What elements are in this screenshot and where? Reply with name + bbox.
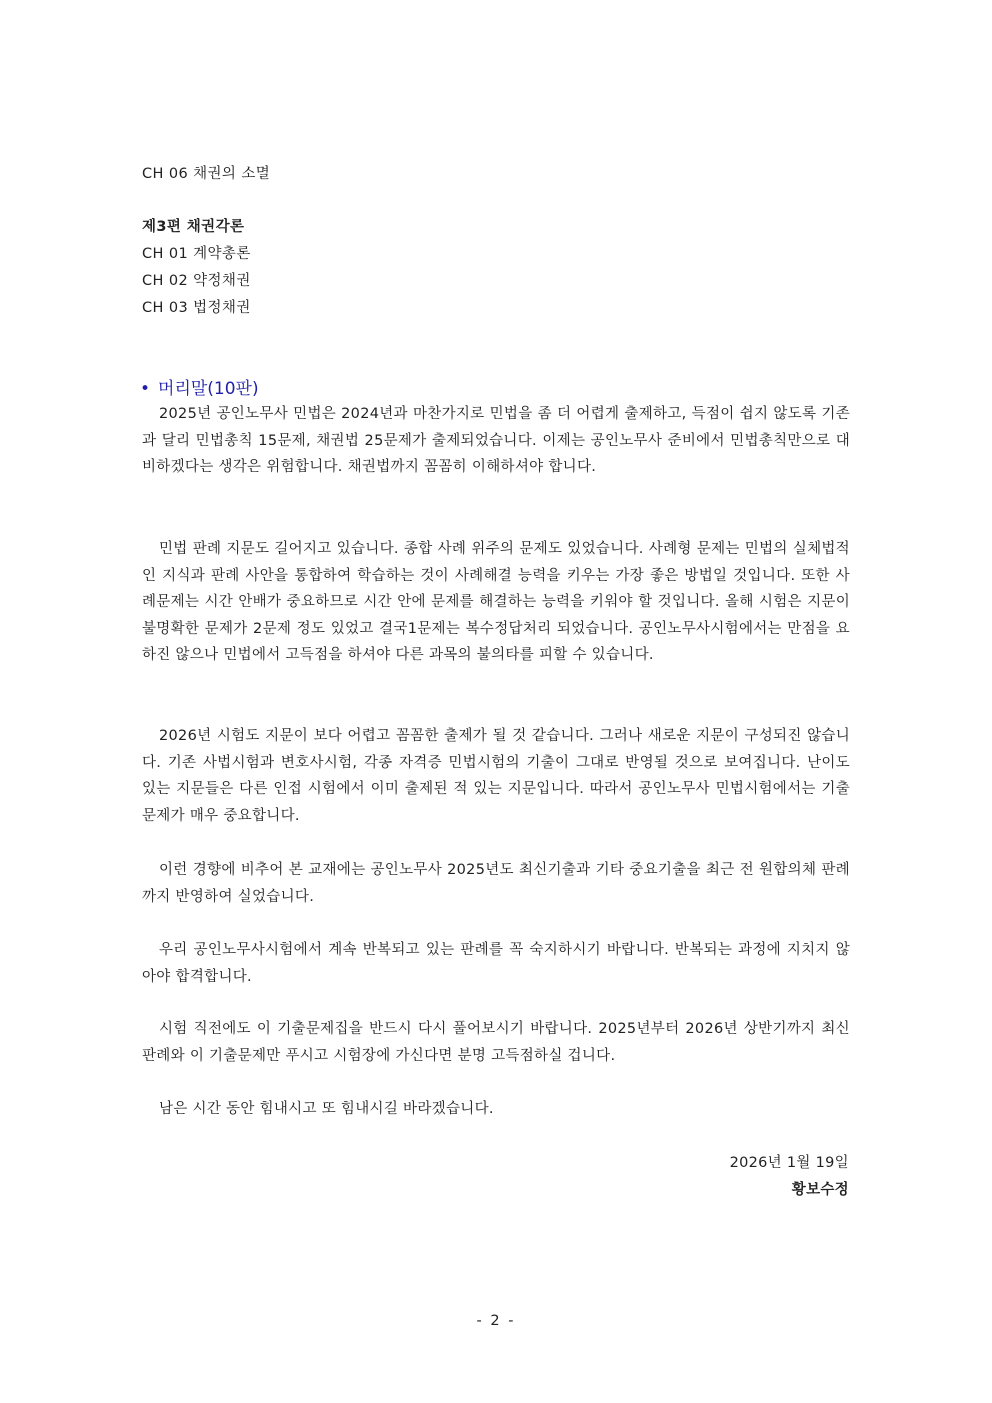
preface-paragraph: 시험 직전에도 이 기출문제집을 반드시 다시 풀어보시기 바랍니다. 2025년부터 2026년 상반기까지 최신판례와 이 기출문제만 푸시고 시험장에 가신다면 분명 고득점하실 겁니다. <box>142 1021 850 1064</box>
preface-paragraph: 남은 시간 동안 힘내시고 또 힘내시길 바라겠습니다. <box>159 1101 494 1117</box>
preface-paragraph: 민법 판례 지문도 길어지고 있습니다. 종합 사례 위주의 문제도 있었습니다. 사례형 문제는 민법의 실체법적인 지식과 판례 사안을 통합하여 학습하는 것이 사례해결 능력을 키우는 가장 좋은 방법일 것입니다. 또한 사례문제는 시간 안배가 중요하므로 시간 안에 문제를 해결하는 능력을 키워야 할 것입니다. 올해 시험은 지문이 불명확한 문제가 2문제 정도 있었고 결국1문제는 복수정답처리 되었습니다. 공인노무사시험에서는 만점을 요하진 않으나 민법에서 고득점을 하셔야 다른 과목의 불의타를 피할 수 있습니다. <box>142 541 850 663</box>
preface-title: 머리말(10판) <box>158 379 259 399</box>
preface-heading <box>140 374 259 399</box>
preface-date: 2026년 1월 19일 <box>729 1155 849 1171</box>
bullet-icon: • <box>140 379 151 399</box>
preface-author: 황보수정 <box>791 1182 849 1198</box>
page-number: - 2 - <box>476 1313 516 1329</box>
preface-paragraph: 이런 경향에 비추어 본 교재에는 공인노무사 2025년도 최신기출과 기타 중요기출을 최근 전 원합의체 판례까지 반영하여 실었습니다. <box>142 862 850 905</box>
toc-item: CH 01 계약총론 <box>142 246 251 262</box>
preface-paragraph: 2026년 시험도 지문이 보다 어렵고 꼼꼼한 출제가 될 것 같습니다. 그러나 새로운 지문이 구성되진 않습니다. 기존 사법시험과 변호사시험, 각종 자격증 민법시험의 기출이 그대로 반영될 것으로 보여집니다. 난이도 있는 지문들은 다른 인접 시험에서 이미 출제된 적 있는 지문입니다. 따라서 공인노무사 민법시험에서는 기출문제가 매우 중요합니다. <box>142 728 850 824</box>
toc-item: CH 02 약정채권 <box>142 273 251 289</box>
preface-paragraph: 우리 공인노무사시험에서 계속 반복되고 있는 판례를 꼭 숙지하시기 바랍니다. 반복되는 과정에 지치지 않아야 합격합니다. <box>142 942 850 985</box>
preface-paragraph: 2025년 공인노무사 민법은 2024년과 마찬가지로 민법을 좀 더 어렵게 출제하고, 득점이 쉽지 않도록 기존과 달리 민법총칙 15문제, 채권법 25문제가 출제되었습니다. 이제는 공인노무사 준비에서 민법총칙만으로 대비하겠다는 생각은 위험합니다. 채권법까지 꼼꼼히 이해하셔야 합니다. <box>142 406 850 475</box>
toc-ch06: CH 06 채권의 소멸 <box>142 166 271 182</box>
toc-item: CH 03 법정채권 <box>142 300 251 316</box>
toc-part3-title: 제3편 채권각론 <box>142 219 245 235</box>
